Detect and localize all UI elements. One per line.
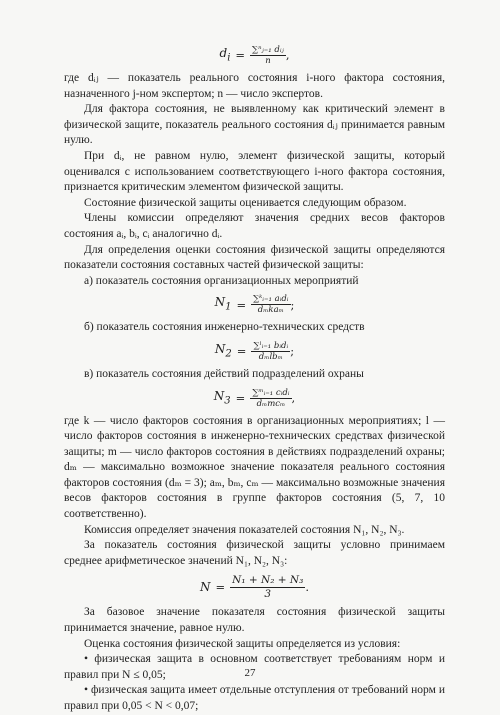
- paragraph-condition: Оценка состояния физической защиты определяется из условия:: [84, 637, 401, 650]
- formula-n3: $N_3$ = $\frac{\text{∑ᵐᵢ₌₁ cᵢdᵢ}}{\text{dₘmcₘ}}$ ,: [213, 387, 296, 409]
- paragraph-assessment-intro: Состояние физической защиты оценивается следующим образом.: [84, 196, 407, 209]
- bullet-deviations: • физическая защита имеет отдельные отступления от требований норм и правил при 0,05 < N < 0,07;: [64, 684, 445, 712]
- page-number: 27: [244, 667, 256, 679]
- paragraph-where-dij: где dᵢⱼ — показатель реального состояния i-ного фактора состояния, назначенного j-ном экспертом; n — число экспертов.: [64, 72, 445, 100]
- list-item-organizational: а) показатель состояния организационных мероприятий: [84, 274, 359, 287]
- paragraph-average: За показатель состояния физической защиты условно принимаем среднее арифметическое значений N₁, N₂, N₃:: [64, 539, 445, 567]
- paragraph-non-critical: Для фактора состояния, не выявленному как критический элемент в физической защите, показатель реального состояния dᵢⱼ принимается равным нулю.: [64, 103, 445, 147]
- paragraph-base-value: За базовое значение показателя состояния физической защиты принимается значение, равное нулю.: [64, 606, 445, 635]
- list-item-engineering: б) показатель состояния инженерно-технических средств: [84, 321, 365, 334]
- paragraph-critical-element: При dᵢ, не равном нулю, элемент физической защиты, который оценивался с использованием соответствующего i-ного фактора состояния, признается критическим элементом физической защиты.: [64, 149, 445, 194]
- paragraph-average-weights: Члены комиссии определяют значения средних весов факторов состояния aᵢ, bᵢ, cᵢ аналогично dᵢ.: [64, 212, 445, 240]
- bullet-compliant: • физическая защита в основном соответствует требованиям норм и правил при N ≤ 0,05;: [64, 653, 445, 681]
- paragraph-components: Для определения оценки состояния физической защиты определяются показатели состояния составных частей физической защиты:: [64, 243, 445, 272]
- list-item-security-units: в) показатель состояния действий подразделений охраны: [84, 367, 364, 380]
- paragraph-where-k-l-m: где k — число факторов состояния в организационных мероприятиях; l — число факторов состояния в инженерно-технических средствах физической защиты; m — число факторов состояния в действиях подразделений охраны; dₘ — максимально возможное значение показателя реального состояния факторов состояния (dₘ = 3); aₘ, bₘ, cₘ — максимально возможные значения весов факторов состояния в группе факторов состояния (5, 7, 10 соответственно).: [64, 414, 445, 521]
- paragraph-commission: Комиссия определяет значения показателей состояния N₁, N₂, N₃.: [84, 523, 405, 536]
- formula-n2: $N_2$ = $\frac{\text{∑ˡᵢ₌₁ bᵢdᵢ}}{\text{dₘlbₘ}}$ ;: [214, 340, 295, 362]
- formula-d-i: $d_i$ = $\frac{\text{∑ⁿⱼ₌₁ dᵢⱼ}}{n}$ ,: [219, 45, 290, 66]
- formula-n: N = $\frac{\text{N₁ + N₂ + N₃}}{3}$ .: [200, 574, 309, 601]
- formula-n1: $N_1$ = $\frac{\text{∑ᵏᵢ₌₁ aᵢdᵢ}}{\text{dₘkaₘ}}$ ;: [214, 294, 295, 316]
